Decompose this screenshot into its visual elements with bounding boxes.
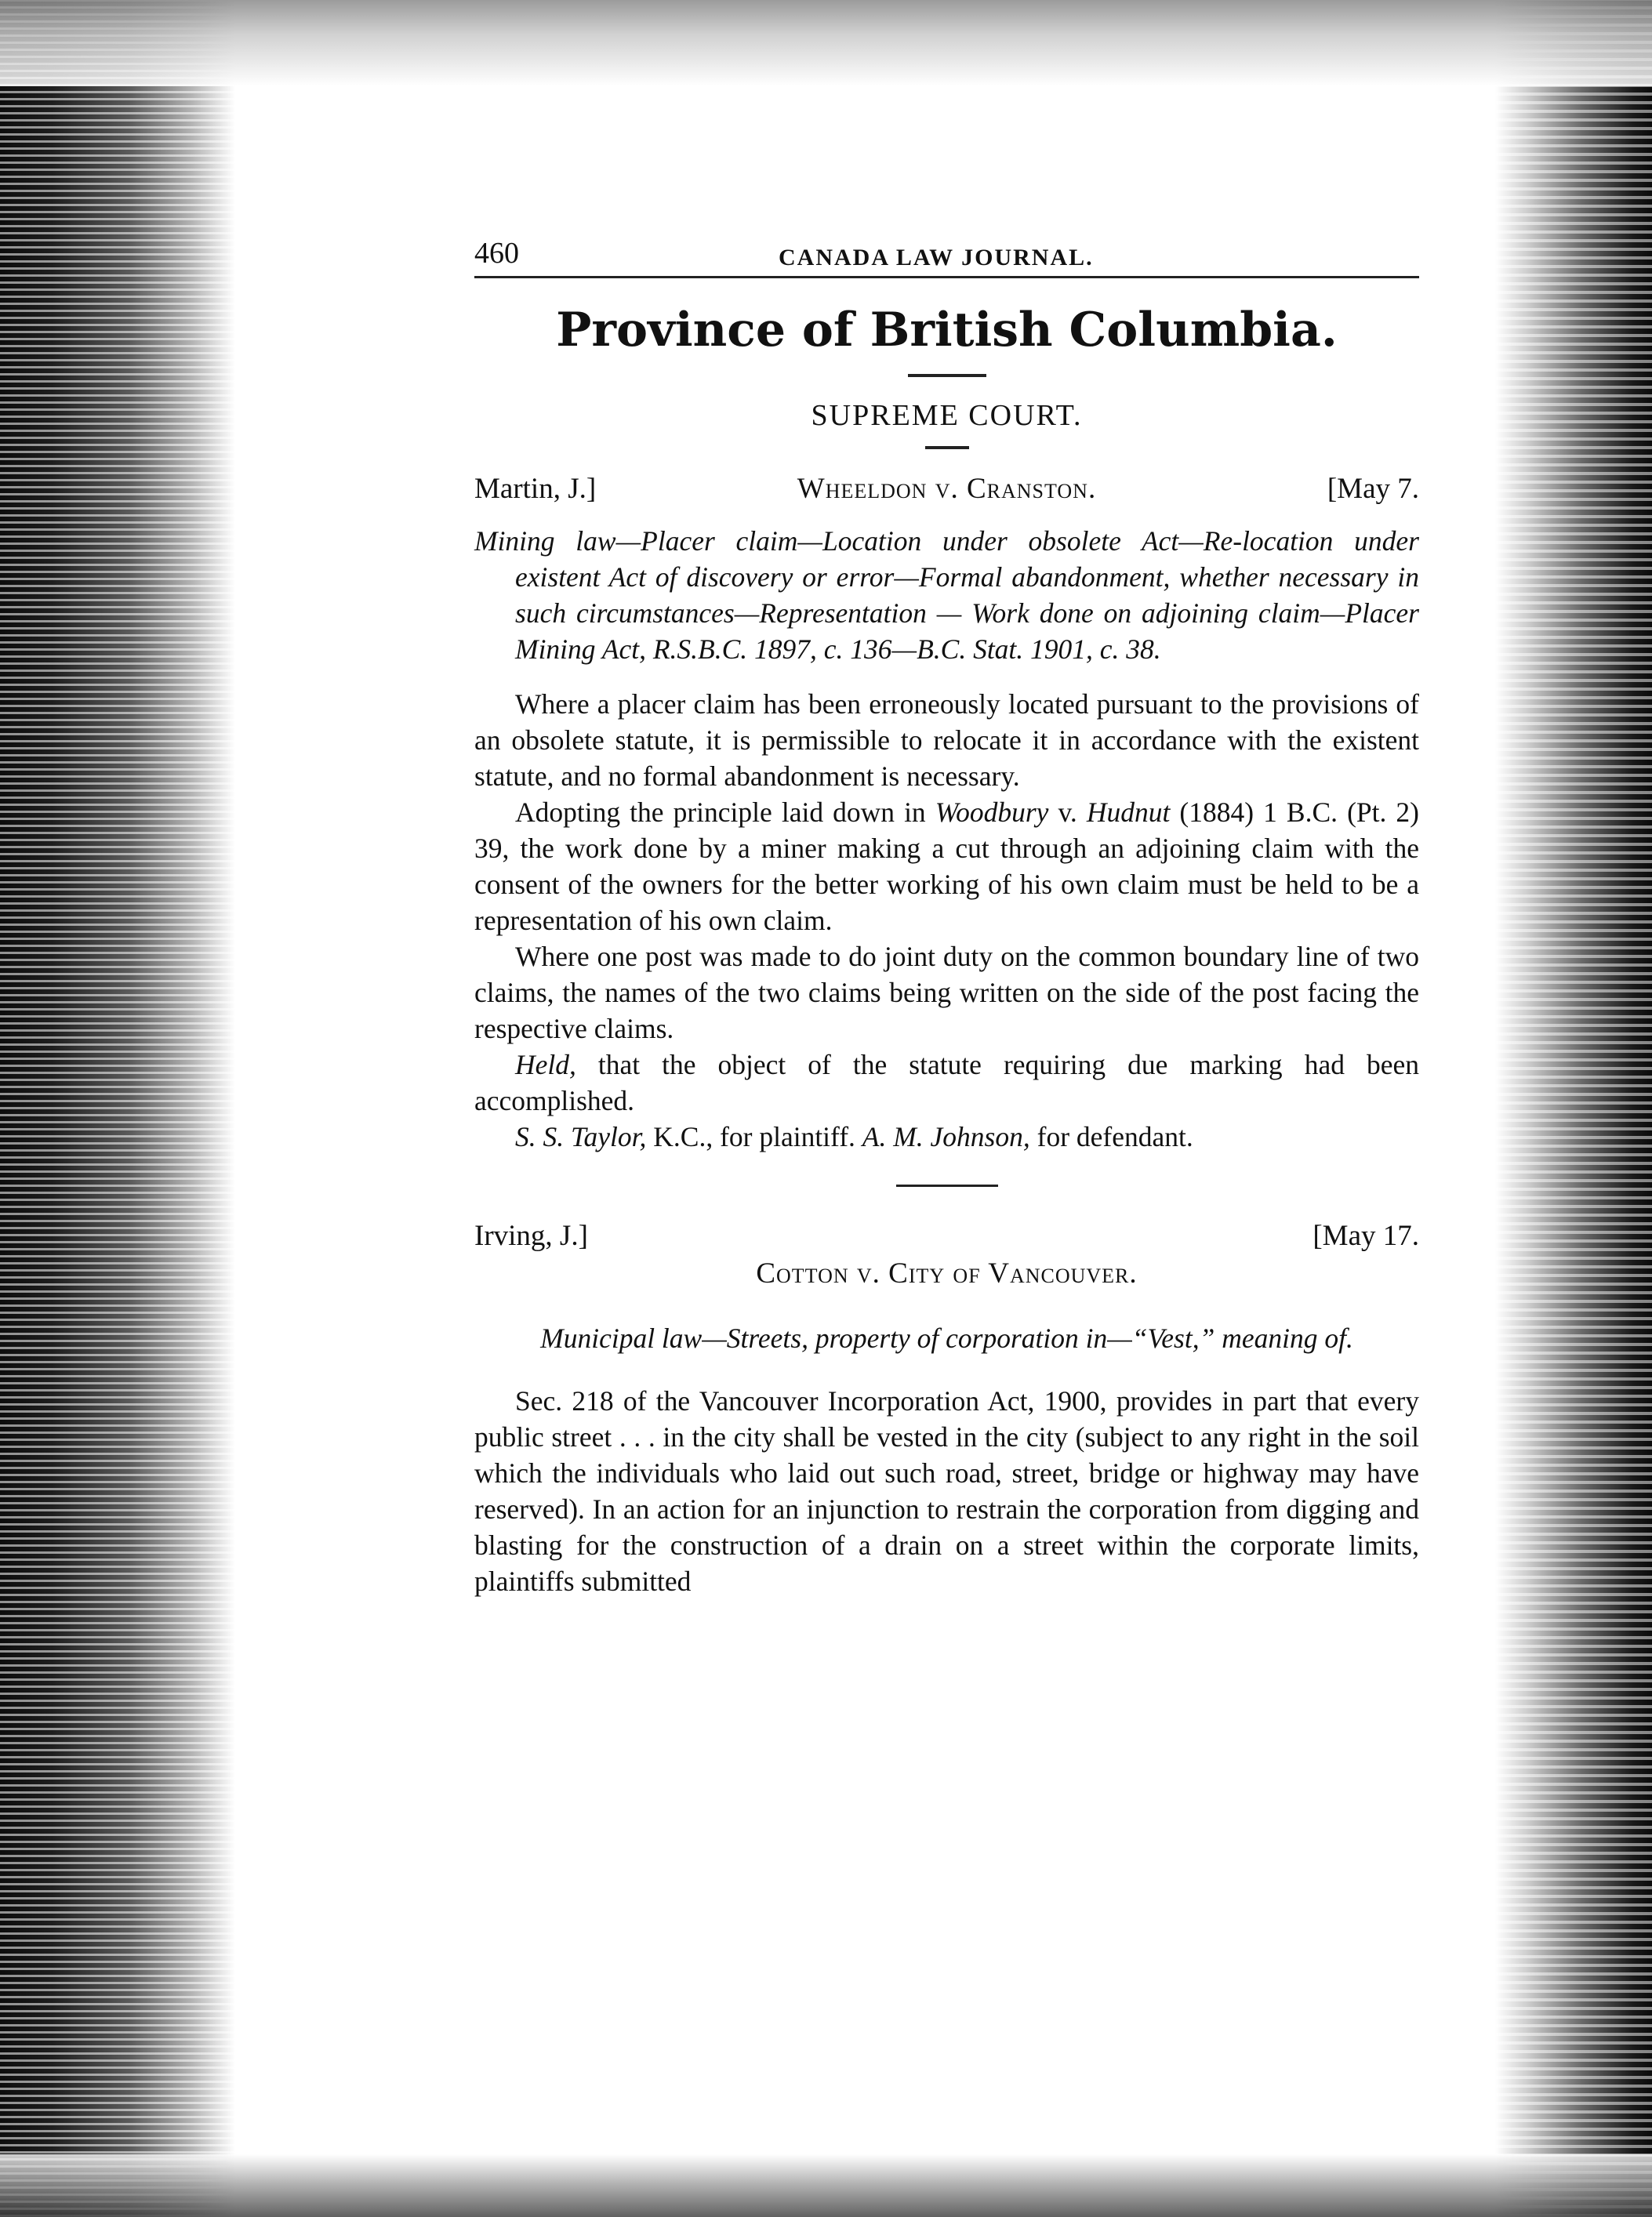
case-date: [May 7. [1327, 473, 1419, 505]
case-date: [May 17. [1313, 1220, 1419, 1252]
paragraph: Sec. 218 of the Vancouver Incorporation Act, 1900, provides in part that every public street . . . in the city shall be vested in the city (subject to any right in the soil which the individuals who laid out such road, street, bridge or highway may have reserved). In an action for an injunction to restrain the corporation from digging and blasting for the construction of a drain on a street within the corporate limits, plaintiffs submitted [474, 1385, 1419, 1597]
paragraph: Where one post was made to do joint duty on the common boundary line of two claims, the names of the two claims being written on the side of the post facing the respective claims. [474, 941, 1419, 1044]
paragraph-text: K.C., for plaintiff. [646, 1121, 862, 1152]
scan-bottom-edge [0, 2154, 1652, 2217]
paragraph: Where a placer claim has been erroneously located pursuant to the provisions of an obsolete statute, it is permissible to relocate it in accordance with the existent statute, and no formal abandonment is necessary. [474, 688, 1419, 792]
court-heading: SUPREME COURT. [811, 399, 1083, 432]
case-title: Cotton v. City of Vancouver. [756, 1257, 1138, 1290]
case-header [474, 1218, 1419, 1254]
paragraph-text: v. [1048, 796, 1087, 828]
paragraph-text: Adopting the principle laid down in [515, 796, 935, 828]
scan-right-edge [1495, 0, 1652, 2217]
province-heading: Province of British Columbia. [556, 303, 1338, 357]
held-label: Held, [515, 1049, 576, 1080]
scan-left-edge [0, 0, 235, 2217]
paragraph [474, 794, 1419, 938]
journal-title: CANADA LAW JOURNAL. [779, 245, 1094, 270]
running-header [474, 235, 1419, 278]
divider-rule [896, 1185, 998, 1187]
divider-rule [925, 446, 969, 449]
journal-page [474, 235, 1419, 1599]
paragraph-text: for defendant. [1029, 1121, 1193, 1152]
counsel-name: A. M. Johnson, [862, 1121, 1030, 1152]
case-headnote: Municipal law—Streets, property of corporation in—“Vest,” meaning of. [540, 1323, 1353, 1354]
paragraph-text: (1884) 1 B.C. (Pt. 2) 39, the work done by a miner making a cut through an adjoining claim with the consent of the owners for the better working of his own claim must be held to be a representation of his own claim. [474, 796, 1419, 936]
case-citation: Hudnut [1086, 796, 1171, 828]
counsel-line [474, 1119, 1419, 1155]
paragraph-text: that the object of the statute requiring due marking had been accomplished. [474, 1049, 1419, 1116]
case-judge: Irving, J.] [474, 1220, 588, 1252]
scan-top-edge [0, 0, 1652, 86]
counsel-name: S. S. Taylor, [515, 1121, 647, 1152]
page-number: 460 [474, 237, 519, 270]
case-title: Wheeldon v. Cranston. [797, 473, 1097, 505]
case-headnote: Mining law—Placer claim—Location under obsolete Act—Re-location under existent Act of discovery or error—Formal abandonment, whether necessary in such circumstances—Representation — Work done on adjoining claim—Placer Mining Act, R.S.B.C. 1897, c. 136—B.C. Stat. 1901, c. 38. [474, 525, 1419, 665]
case-header [474, 471, 1419, 507]
divider-rule [908, 374, 986, 377]
case-judge: Martin, J.] [474, 473, 597, 505]
holding-paragraph [474, 1047, 1419, 1119]
case-citation: Woodbury [935, 796, 1049, 828]
